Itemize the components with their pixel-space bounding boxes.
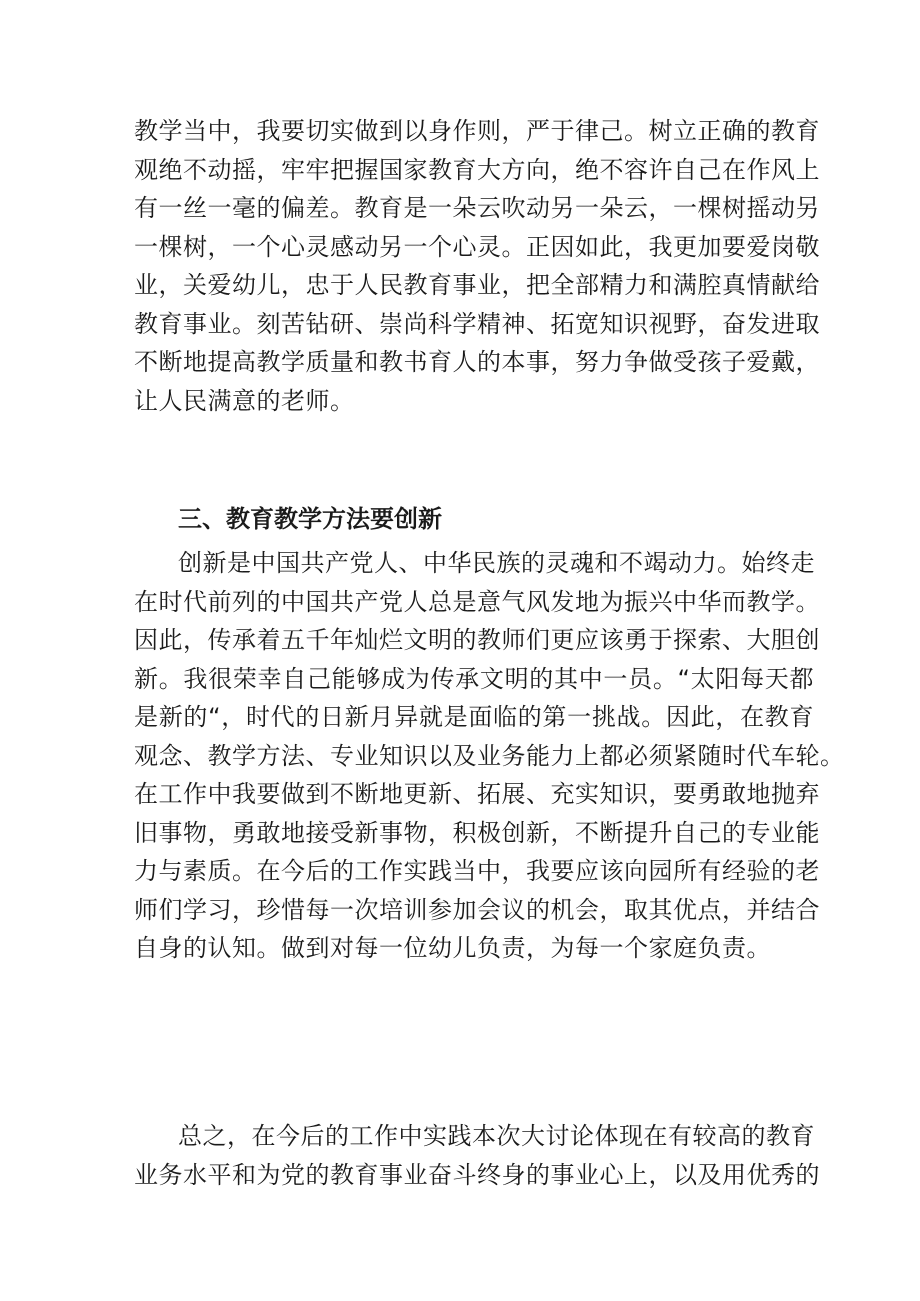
paragraph-line: 观绝不动摇，牢牢把握国家教育大方向，绝不容许自己在作风上 [134,155,820,184]
section-heading: 三、教育教学方法要创新 [178,505,442,533]
paragraph-line: 在工作中我要做到不断地更新、拓展、充实知识，要勇敢地抛弃 [134,780,820,808]
paragraph-2 [134,544,845,968]
paragraph-line: 旧事物，勇敢地接受新事物，积极创新，不断提升自己的专业能 [134,818,820,847]
paragraph-1 [134,112,820,420]
paragraph-line: 在时代前列的中国共产党人总是意气风发地为振兴中华而教学。 [134,587,820,616]
paragraph-line: 新。我很荣幸自己能够成为传承文明的其中一员。“太阳每天都 [134,664,814,693]
paragraph-line: 不断地提高教学质量和教书育人的本事，努力争做受孩子爱戴， [134,348,820,376]
paragraph-line: 让人民满意的老师。 [134,386,355,415]
paragraph-line: 力与素质。在今后的工作实践当中，我要应该向园所有经验的老 [134,857,820,885]
paragraph-line: 因此，传承着五千年灿烂文明的教师们更应该勇于探索、大胆创 [134,626,820,654]
paragraph-line: 有一丝一毫的偏差。教育是一朵云吹动另一朵云，一棵树摇动另 [134,194,820,222]
paragraph-line: 自身的认知。做到对每一位幼儿负责，为每一个家庭负责。 [134,934,771,962]
paragraph-line: 业，关爱幼儿，忠于人民教育事业，把全部精力和满腔真情献给 [134,271,820,299]
paragraph-line: 创新是中国共产党人、中华民族的灵魂和不竭动力。始终走 [178,549,815,577]
paragraph-line: 观念、教学方法、专业知识以及业务能力上都必须紧随时代车轮。 [134,741,845,770]
paragraph-line: 教育事业。刻苦钻研、崇尚科学精神、拓宽知识视野，奋发进取 [134,309,820,338]
paragraph-line: 一棵树，一个心灵感动另一个心灵。正因如此，我更加要爱岗敬 [134,232,820,261]
paragraph-line: 总之，在今后的工作中实践本次大讨论体现在有较高的教育 [178,1122,815,1150]
paragraph-line: 师们学习，珍惜每一次培训参加会议的机会，取其优点，并结合 [134,895,820,924]
paragraph-line: 业务水平和为党的教育事业奋斗终身的事业心上，以及用优秀的 [134,1160,820,1189]
paragraph-line: 教学当中，我要切实做到以身作则，严于律己。树立正确的教育 [134,117,820,145]
paragraph-line: 是新的“，时代的日新月异就是面临的第一挑战。因此，在教育 [134,703,814,731]
paragraph-3 [134,1117,820,1194]
